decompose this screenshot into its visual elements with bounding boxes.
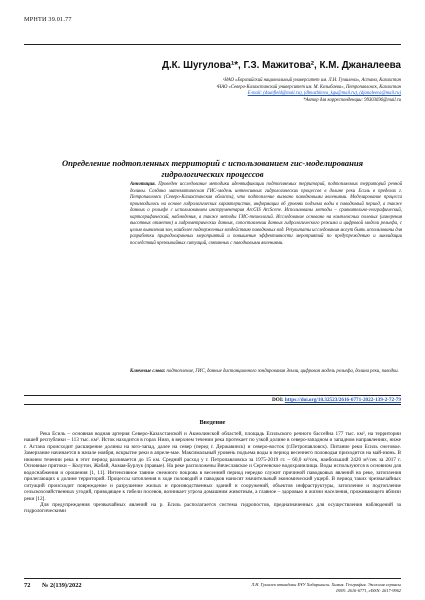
corresponding-author: *Автор для корреспонденции: 99303696@mail.ru bbox=[303, 98, 401, 104]
issue-number: № 2(139)/2022 bbox=[42, 582, 82, 589]
journal-name: Л.Н. Гумилев атындағы ЕҰУ Хабаршысы. Химия. География. Экология сериясы bbox=[251, 582, 401, 587]
authors-line: Д.К. Шуrулова¹*, Г.З. Мажитова², К.М. Джаналеева bbox=[161, 60, 401, 71]
keywords-text: подтопление, ГИС, данные дистанционного зондирования Земли, цифровая модель рельефа, долина реки, паводки. bbox=[166, 369, 399, 374]
paragraph-2: Для предупреждения чрезвычайных явлений на р. Есиль располагается система гидропостов, предназначенных для осуществления наблюдений за гидрологическими bbox=[24, 501, 401, 515]
doi-link[interactable]: https://doi.org/10.32523/2616-6771-2022-139-2-72-79 bbox=[284, 397, 401, 403]
page-number: 72 bbox=[24, 582, 31, 589]
abstract-text: Проведен исследование методики идентификации подтопляемых территорий, подтопляемых территорий речной долины. Создана математическая ГИС-модель интенсивных гидрологических процессов в долине реки Есиль в пределах г. Петропавловск (Северо-Казахстанская область), что подтопление вызвано паводковыми явлениями. Моделирование процесса производилось на основе гидрологических характеристик, информации об уровнях подъема воды в паводковый период, а также данных о рельефе с использованием инструментария ArcGIS ArcScene. Использованы методы – сравнительно-географический, картографический, наблюдения, а также методы ГИС-технологий. Исследование основано на комплексных полевых (измерения высотных отметок) и гидрометрических данных, сопоставлении данных гидрологического режима и цифровой модели рельефа, с целью выявления зон, наиболее подверженных воздействию паводковых вод. Результаты исследования могут быть использованы для разработки природоохранных мероприятий и повышения эффективности мероприятий по предупреждению и ликвидации последствий чрезвычайных ситуаций, связанных с паводковыми явлениями. bbox=[130, 182, 402, 246]
header-divider bbox=[24, 44, 401, 45]
introduction-body bbox=[24, 431, 401, 515]
article-title: Определение подтопленных территорий с использованием гис-моделирования гидрологических процессов bbox=[61, 158, 364, 180]
journal-issn: ISSN: 2616-6771, eISSN: 2617-9962 bbox=[336, 588, 401, 593]
abstract-label: Аннотация. bbox=[130, 182, 156, 187]
doi-line bbox=[272, 397, 401, 403]
section-heading-introduction: Введение bbox=[199, 419, 226, 426]
doi-bottom-divider bbox=[24, 404, 401, 405]
keywords bbox=[130, 369, 402, 376]
doi-top-divider bbox=[24, 395, 401, 396]
footer-divider bbox=[24, 578, 401, 579]
paragraph-1: Река Есиль – основная водная артерия Северо-Казахстанской и Акмолинской областей, площадь Есильского речного бассейна 177 тыс. км², на территории нашей республики – 113 тыс. км². Исток находится в горах Нияз, в верхнем течении река протекает по узкой долине в северо-западном и западном направлениях, ниже г. Астана происходит расширение долины на юго-запад, далее на север (перед г. Державинск) и северо-восток (г.Петропавловск). Питание реки Есиль снеговое. Замерзание начинается в начале ноября, вскрытие реки в апреле-мае. Максимальный уровень подъема воды в период весеннего половодья приходится на май-июнь. В нижнем течении река в этот период разливается до 15 км. Средний расход у г. Петропавловска за 1975-2019 гг. – 60,0 м³/сек, наибольший 2420 м³/сек за 2017 г. Основные притоки – Колутон, Жабай, Акмая-Бурлук (правые). На реке расположены Вячеславское и Сергеевское водохранилища. Воды используются в основном для водоснабжения и орошения [1, 11]. Интенсивное таяние снежного покрова в весенний период нередко служит причиной паводковых явлений на реке, затопления прилегающих к долине территорий. Процессы затопления в ходе половодий и паводков наносят значительный экономический ущерб. В период таких чрезвычайных ситуаций происходит повреждение и разрушение жилых и производственных зданий и сооружений, объектов инфраструктуры, затопление и подтопление сельскохозяйственных угодий, приводящее к гибели посевов, возникает угроза домашним животным, а главное – здоровью и жизни населения, проживающего вблизи реки [12]. bbox=[24, 431, 401, 502]
doi-label: DOI: bbox=[272, 397, 284, 403]
affiliation-1: ¹НАО «Евразийский национальный университет им. Л.Н. Гумилева», Астана, Казахстан bbox=[222, 78, 401, 83]
affiliation-2: ²НАО «Северо-Казахстанский университет им. М. Козыбаева», Петропавловск, Казахстан bbox=[216, 84, 401, 90]
mrnti-code: МРНТИ 39.01.77 bbox=[24, 16, 72, 23]
abstract bbox=[130, 182, 402, 247]
keywords-label: Ключевые слова: bbox=[130, 369, 166, 374]
affiliations bbox=[171, 78, 401, 105]
email-links[interactable]: E-mail: (dsunfield@mail.ru), (dlmazhitova_kgu@mail.ru), (djanaleeva@mail.ru) bbox=[247, 91, 401, 97]
journal-footer bbox=[251, 582, 401, 594]
